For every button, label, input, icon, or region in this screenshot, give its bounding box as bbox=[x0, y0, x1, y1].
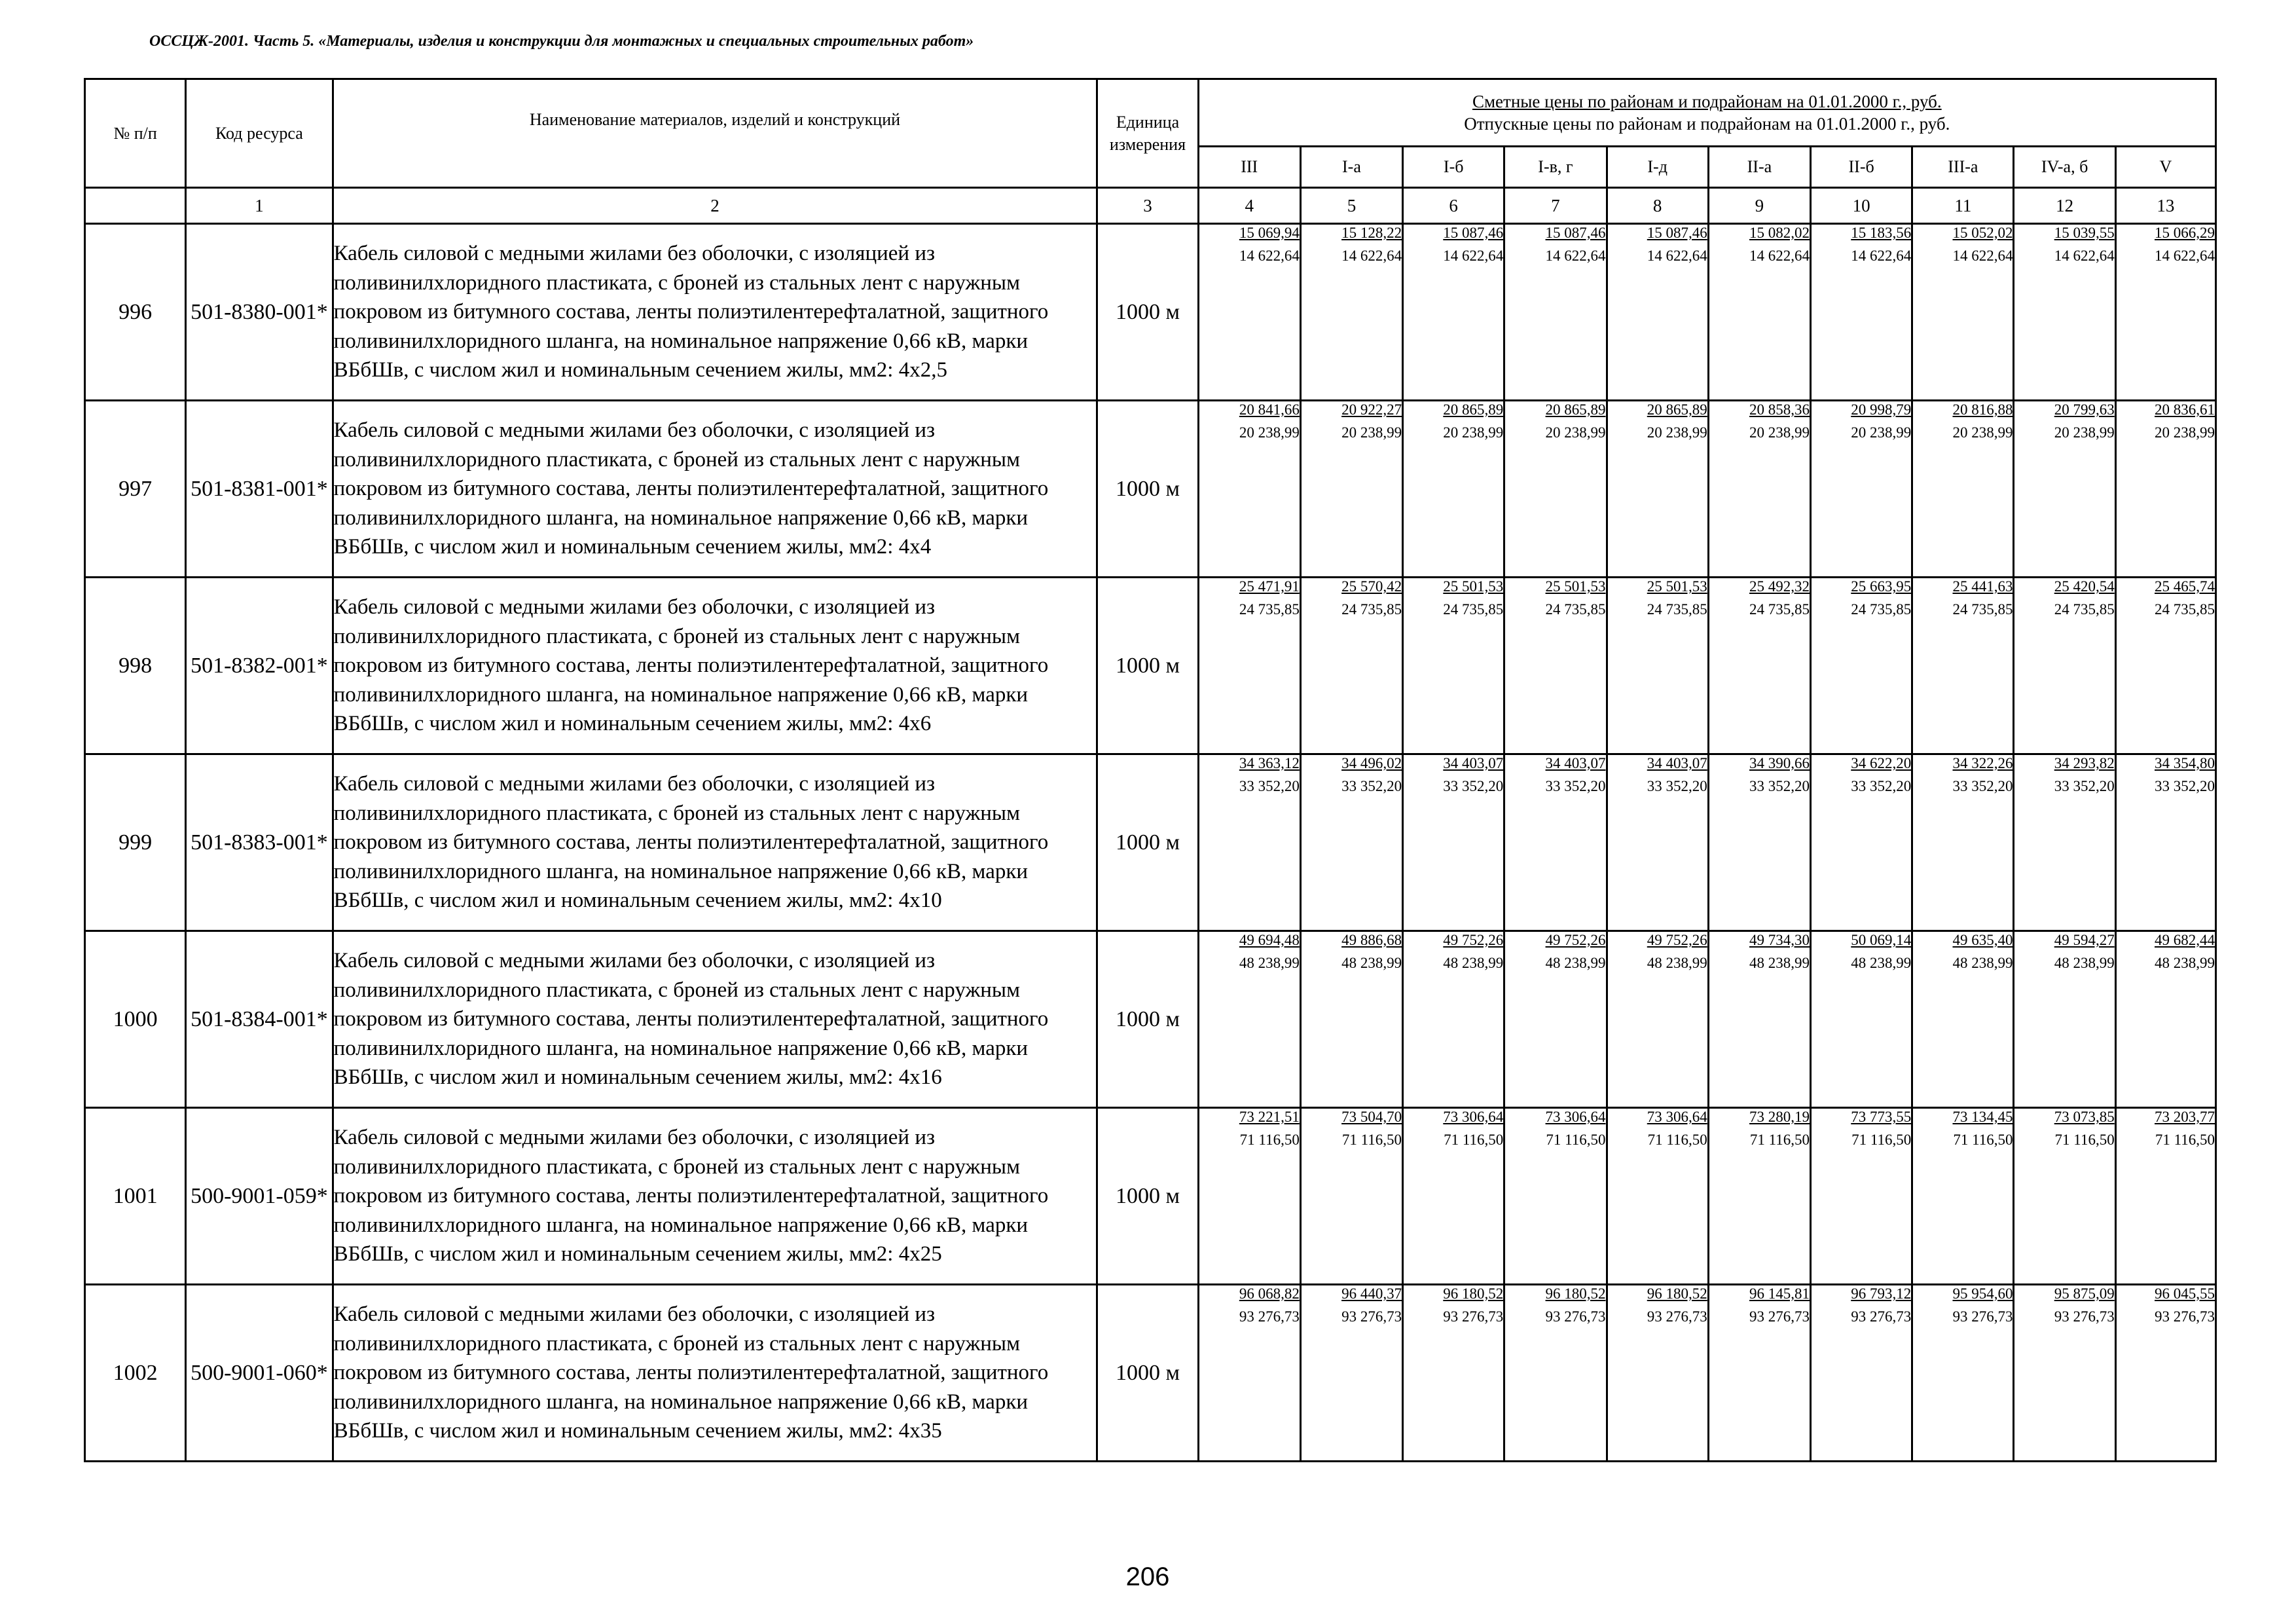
price-cell bbox=[1708, 224, 1810, 401]
table-row bbox=[85, 578, 2216, 754]
price-cell bbox=[1912, 1108, 2014, 1285]
price-cell bbox=[1403, 1108, 1504, 1285]
estimate-price: 20 865,89 bbox=[1443, 401, 1504, 418]
estimate-price: 73 203,77 bbox=[2155, 1109, 2215, 1125]
price-cell bbox=[1504, 578, 1607, 754]
release-price: 24 735,85 bbox=[1443, 601, 1504, 618]
estimate-price: 96 793,12 bbox=[1851, 1285, 1912, 1302]
estimate-price: 20 858,36 bbox=[1749, 401, 1810, 418]
release-price: 20 238,99 bbox=[1545, 424, 1606, 441]
estimate-price: 95 875,09 bbox=[2054, 1285, 2115, 1302]
material-name: Кабель силовой с медными жилами без оболочки, с изоляцией из поливинилхлоридного пластиката, с броней из стальных лент с наружным покровом из битумного состава, ленты полиэтилентерефталатной, защитного поливинилхлоридного шланга, на номинальное напряжение 0,66 кВ, марки ВБбШв, с числом жил и номинальным сечением жилы, мм2: 4х25 bbox=[333, 1108, 1097, 1285]
estimate-price: 73 280,19 bbox=[1749, 1109, 1810, 1125]
price-cell bbox=[1403, 931, 1504, 1108]
estimate-price: 96 068,82 bbox=[1239, 1285, 1300, 1302]
price-cell bbox=[1403, 578, 1504, 754]
release-price: 14 622,64 bbox=[1952, 248, 2013, 264]
release-price: 93 276,73 bbox=[2155, 1308, 2215, 1325]
unit-of-measure: 1000 м bbox=[1097, 224, 1198, 401]
estimate-price: 73 306,64 bbox=[1443, 1109, 1504, 1125]
release-price: 33 352,20 bbox=[1749, 778, 1810, 794]
resource-code: 501-8382-001* bbox=[186, 578, 333, 754]
estimate-price: 73 306,64 bbox=[1545, 1109, 1606, 1125]
price-cell bbox=[1198, 754, 1300, 931]
row-number: 1002 bbox=[85, 1285, 186, 1462]
price-cell bbox=[1504, 224, 1607, 401]
row-number: 999 bbox=[85, 754, 186, 931]
release-price: 20 238,99 bbox=[1239, 424, 1300, 441]
estimate-price: 25 501,53 bbox=[1647, 578, 1707, 595]
price-cell bbox=[2014, 931, 2115, 1108]
region-header: V bbox=[2115, 147, 2215, 188]
estimate-price: 25 501,53 bbox=[1545, 578, 1606, 595]
release-price: 93 276,73 bbox=[1341, 1308, 1402, 1325]
release-price: 48 238,99 bbox=[1545, 955, 1606, 971]
row-number: 1001 bbox=[85, 1108, 186, 1285]
release-price: 20 238,99 bbox=[2054, 424, 2115, 441]
price-cell bbox=[1403, 754, 1504, 931]
header-estimate-prices: Сметные цены по районам и подрайонам на 01.01.2000 г., руб. bbox=[1472, 92, 1942, 111]
column-number: 13 bbox=[2115, 188, 2215, 224]
price-cell bbox=[2115, 224, 2215, 401]
table-row bbox=[85, 754, 2216, 931]
price-cell bbox=[1300, 1108, 1402, 1285]
price-cell bbox=[1708, 578, 1810, 754]
header-unit-line2: измерения bbox=[1109, 134, 1186, 154]
price-cell bbox=[1811, 1108, 1912, 1285]
price-cell bbox=[1504, 754, 1607, 931]
release-price: 48 238,99 bbox=[1647, 955, 1707, 971]
price-cell bbox=[1198, 401, 1300, 578]
resource-code: 500-9001-060* bbox=[186, 1285, 333, 1462]
release-price: 71 116,50 bbox=[1341, 1132, 1402, 1148]
price-cell bbox=[2115, 754, 2215, 931]
price-cell bbox=[1198, 578, 1300, 754]
estimate-price: 95 954,60 bbox=[1952, 1285, 2013, 1302]
estimate-price: 20 998,79 bbox=[1851, 401, 1912, 418]
estimate-price: 34 403,07 bbox=[1443, 755, 1504, 771]
price-cell bbox=[1912, 754, 2014, 931]
estimate-price: 49 886,68 bbox=[1341, 932, 1402, 948]
price-cell bbox=[1811, 578, 1912, 754]
region-header: II-б bbox=[1811, 147, 1912, 188]
estimate-price: 34 403,07 bbox=[1545, 755, 1606, 771]
release-price: 20 238,99 bbox=[2155, 424, 2215, 441]
column-number: 1 bbox=[186, 188, 333, 224]
estimate-price: 20 799,63 bbox=[2054, 401, 2115, 418]
release-price: 93 276,73 bbox=[1749, 1308, 1810, 1325]
estimate-price: 15 066,29 bbox=[2155, 225, 2215, 241]
release-price: 24 735,85 bbox=[2054, 601, 2115, 618]
estimate-price: 96 180,52 bbox=[1647, 1285, 1707, 1302]
release-price: 48 238,99 bbox=[1952, 955, 2013, 971]
estimate-price: 49 682,44 bbox=[2155, 932, 2215, 948]
release-price: 48 238,99 bbox=[2054, 955, 2115, 971]
column-number: 9 bbox=[1708, 188, 1810, 224]
price-cell bbox=[1504, 401, 1607, 578]
unit-of-measure: 1000 м bbox=[1097, 1108, 1198, 1285]
release-price: 33 352,20 bbox=[1851, 778, 1912, 794]
estimate-price: 34 293,82 bbox=[2054, 755, 2115, 771]
estimate-price: 20 816,88 bbox=[1952, 401, 2013, 418]
region-header: II-а bbox=[1708, 147, 1810, 188]
release-price: 24 735,85 bbox=[1952, 601, 2013, 618]
unit-of-measure: 1000 м bbox=[1097, 754, 1198, 931]
price-cell bbox=[1504, 1285, 1607, 1462]
price-cell bbox=[1300, 224, 1402, 401]
column-number: 4 bbox=[1198, 188, 1300, 224]
release-price: 14 622,64 bbox=[1851, 248, 1912, 264]
release-price: 20 238,99 bbox=[1851, 424, 1912, 441]
release-price: 14 622,64 bbox=[2155, 248, 2215, 264]
estimate-price: 25 471,91 bbox=[1239, 578, 1300, 595]
release-price: 48 238,99 bbox=[1749, 955, 1810, 971]
estimate-price: 15 087,46 bbox=[1545, 225, 1606, 241]
estimate-price: 25 501,53 bbox=[1443, 578, 1504, 595]
table-row bbox=[85, 401, 2216, 578]
row-number: 998 bbox=[85, 578, 186, 754]
release-price: 71 116,50 bbox=[1953, 1132, 2013, 1148]
estimate-price: 34 390,66 bbox=[1749, 755, 1810, 771]
resource-code: 501-8380-001* bbox=[186, 224, 333, 401]
estimate-price: 34 354,80 bbox=[2155, 755, 2215, 771]
release-price: 20 238,99 bbox=[1749, 424, 1810, 441]
region-header: I-в, г bbox=[1504, 147, 1607, 188]
region-header: I-б bbox=[1403, 147, 1504, 188]
release-price: 71 116,50 bbox=[1546, 1132, 1606, 1148]
estimate-price: 34 622,20 bbox=[1851, 755, 1912, 771]
table-body bbox=[85, 224, 2216, 1462]
price-cell bbox=[1811, 1285, 1912, 1462]
column-number: 7 bbox=[1504, 188, 1607, 224]
price-table bbox=[84, 78, 2217, 1462]
column-number-row bbox=[85, 188, 2216, 224]
price-cell bbox=[1607, 578, 1708, 754]
estimate-price: 50 069,14 bbox=[1851, 932, 1912, 948]
price-cell bbox=[1708, 1285, 1810, 1462]
header-num: № п/п bbox=[85, 79, 186, 188]
release-price: 33 352,20 bbox=[1647, 778, 1707, 794]
release-price: 71 116,50 bbox=[2155, 1132, 2215, 1148]
price-cell bbox=[1607, 931, 1708, 1108]
price-cell bbox=[2014, 754, 2115, 931]
estimate-price: 25 492,32 bbox=[1749, 578, 1810, 595]
price-cell bbox=[1300, 1285, 1402, 1462]
estimate-price: 20 865,89 bbox=[1647, 401, 1707, 418]
material-name: Кабель силовой с медными жилами без оболочки, с изоляцией из поливинилхлоридного пластиката, с броней из стальных лент с наружным покровом из битумного состава, ленты полиэтилентерефталатной, защитного поливинилхлоридного шланга, на номинальное напряжение 0,66 кВ, марки ВБбШв, с числом жил и номинальным сечением жилы, мм2: 4х35 bbox=[333, 1285, 1097, 1462]
estimate-price: 15 087,46 bbox=[1443, 225, 1504, 241]
price-cell bbox=[1300, 931, 1402, 1108]
price-cell bbox=[1708, 931, 1810, 1108]
price-cell bbox=[1300, 578, 1402, 754]
estimate-price: 96 440,37 bbox=[1341, 1285, 1402, 1302]
price-cell bbox=[1504, 1108, 1607, 1285]
release-price: 48 238,99 bbox=[1851, 955, 1912, 971]
estimate-price: 25 663,95 bbox=[1851, 578, 1912, 595]
release-price: 48 238,99 bbox=[2155, 955, 2215, 971]
header-release-prices: Отпускные цены по районам и подрайонам на 01.01.2000 г., руб. bbox=[1464, 114, 1950, 134]
price-cell bbox=[1504, 931, 1607, 1108]
release-price: 24 735,85 bbox=[1545, 601, 1606, 618]
unit-of-measure: 1000 м bbox=[1097, 1285, 1198, 1462]
estimate-price: 96 145,81 bbox=[1749, 1285, 1810, 1302]
material-name: Кабель силовой с медными жилами без оболочки, с изоляцией из поливинилхлоридного пластиката, с броней из стальных лент с наружным покровом из битумного состава, ленты полиэтилентерефталатной, защитного поливинилхлоридного шланга, на номинальное напряжение 0,66 кВ, марки ВБбШв, с числом жил и номинальным сечением жилы, мм2: 4х6 bbox=[333, 578, 1097, 754]
release-price: 93 276,73 bbox=[1443, 1308, 1504, 1325]
release-price: 14 622,64 bbox=[1749, 248, 1810, 264]
table-header bbox=[85, 79, 2216, 224]
release-price: 14 622,64 bbox=[2054, 248, 2115, 264]
price-cell bbox=[2115, 931, 2215, 1108]
price-cell bbox=[2014, 1285, 2115, 1462]
price-cell bbox=[1607, 1285, 1708, 1462]
release-price: 24 735,85 bbox=[1239, 601, 1300, 618]
release-price: 71 116,50 bbox=[1851, 1132, 1912, 1148]
price-cell bbox=[1607, 1108, 1708, 1285]
estimate-price: 49 752,26 bbox=[1647, 932, 1707, 948]
row-number: 997 bbox=[85, 401, 186, 578]
column-number: 11 bbox=[1912, 188, 2014, 224]
price-cell bbox=[1708, 1108, 1810, 1285]
resource-code: 501-8384-001* bbox=[186, 931, 333, 1108]
price-cell bbox=[1300, 754, 1402, 931]
price-cell bbox=[1811, 224, 1912, 401]
table-row bbox=[85, 224, 2216, 401]
estimate-price: 73 134,45 bbox=[1952, 1109, 2013, 1125]
estimate-price: 15 039,55 bbox=[2054, 225, 2115, 241]
header-prices bbox=[1198, 79, 2215, 147]
price-cell bbox=[1403, 224, 1504, 401]
price-cell bbox=[2014, 1108, 2115, 1285]
release-price: 20 238,99 bbox=[1341, 424, 1402, 441]
estimate-price: 96 180,52 bbox=[1545, 1285, 1606, 1302]
release-price: 71 116,50 bbox=[2054, 1132, 2115, 1148]
release-price: 48 238,99 bbox=[1239, 955, 1300, 971]
release-price: 33 352,20 bbox=[1443, 778, 1504, 794]
estimate-price: 15 082,02 bbox=[1749, 225, 1810, 241]
price-cell bbox=[1607, 754, 1708, 931]
price-cell bbox=[1403, 401, 1504, 578]
region-header: I-д bbox=[1607, 147, 1708, 188]
resource-code: 500-9001-059* bbox=[186, 1108, 333, 1285]
region-header: IV-а, б bbox=[2014, 147, 2115, 188]
resource-code: 501-8383-001* bbox=[186, 754, 333, 931]
release-price: 14 622,64 bbox=[1647, 248, 1707, 264]
release-price: 48 238,99 bbox=[1443, 955, 1504, 971]
price-cell bbox=[1912, 578, 2014, 754]
price-cell bbox=[2115, 1108, 2215, 1285]
price-cell bbox=[1300, 401, 1402, 578]
release-price: 33 352,20 bbox=[1239, 778, 1300, 794]
release-price: 14 622,64 bbox=[1239, 248, 1300, 264]
estimate-price: 25 465,74 bbox=[2155, 578, 2215, 595]
price-cell bbox=[1811, 931, 1912, 1108]
estimate-price: 96 180,52 bbox=[1443, 1285, 1504, 1302]
estimate-price: 20 922,27 bbox=[1341, 401, 1402, 418]
row-number: 996 bbox=[85, 224, 186, 401]
release-price: 20 238,99 bbox=[1952, 424, 2013, 441]
column-number: 12 bbox=[2014, 188, 2115, 224]
release-price: 33 352,20 bbox=[1341, 778, 1402, 794]
release-price: 71 116,50 bbox=[1749, 1132, 1810, 1148]
price-cell bbox=[1198, 224, 1300, 401]
estimate-price: 49 594,27 bbox=[2054, 932, 2115, 948]
column-number: 10 bbox=[1811, 188, 1912, 224]
price-cell bbox=[1607, 224, 1708, 401]
price-cell bbox=[2014, 578, 2115, 754]
estimate-price: 20 836,61 bbox=[2155, 401, 2215, 418]
price-cell bbox=[2115, 401, 2215, 578]
estimate-price: 34 403,07 bbox=[1647, 755, 1707, 771]
release-price: 93 276,73 bbox=[1952, 1308, 2013, 1325]
table-row bbox=[85, 1285, 2216, 1462]
material-name: Кабель силовой с медными жилами без оболочки, с изоляцией из поливинилхлоридного пластиката, с броней из стальных лент с наружным покровом из битумного состава, ленты полиэтилентерефталатной, защитного поливинилхлоридного шланга, на номинальное напряжение 0,66 кВ, марки ВБбШв, с числом жил и номинальным сечением жилы, мм2: 4х2,5 bbox=[333, 224, 1097, 401]
price-cell bbox=[1403, 1285, 1504, 1462]
unit-of-measure: 1000 м bbox=[1097, 931, 1198, 1108]
estimate-price: 34 363,12 bbox=[1239, 755, 1300, 771]
document-header-title: ОССЦЖ-2001. Часть 5. «Материалы, изделия и конструкции для монтажных и специальных строительных работ» bbox=[149, 33, 974, 50]
release-price: 93 276,73 bbox=[1647, 1308, 1707, 1325]
price-cell bbox=[1198, 1108, 1300, 1285]
estimate-price: 25 441,63 bbox=[1952, 578, 2013, 595]
release-price: 14 622,64 bbox=[1545, 248, 1606, 264]
estimate-price: 15 052,02 bbox=[1952, 225, 2013, 241]
release-price: 24 735,85 bbox=[1749, 601, 1810, 618]
column-number: 2 bbox=[333, 188, 1097, 224]
price-cell bbox=[2115, 578, 2215, 754]
row-number: 1000 bbox=[85, 931, 186, 1108]
header-unit-line1: Единица bbox=[1116, 112, 1180, 132]
price-cell bbox=[1912, 224, 2014, 401]
estimate-price: 73 221,51 bbox=[1239, 1109, 1300, 1125]
estimate-price: 34 322,26 bbox=[1952, 755, 2013, 771]
estimate-price: 73 504,70 bbox=[1341, 1109, 1402, 1125]
estimate-price: 25 570,42 bbox=[1341, 578, 1402, 595]
price-cell bbox=[1811, 754, 1912, 931]
release-price: 14 622,64 bbox=[1443, 248, 1504, 264]
price-cell bbox=[1811, 401, 1912, 578]
release-price: 33 352,20 bbox=[2155, 778, 2215, 794]
estimate-price: 96 045,55 bbox=[2155, 1285, 2215, 1302]
price-cell bbox=[1708, 754, 1810, 931]
release-price: 71 116,50 bbox=[1444, 1132, 1504, 1148]
estimate-price: 15 087,46 bbox=[1647, 225, 1707, 241]
price-cell bbox=[2115, 1285, 2215, 1462]
estimate-price: 15 128,22 bbox=[1341, 225, 1402, 241]
region-header: III-а bbox=[1912, 147, 2014, 188]
release-price: 24 735,85 bbox=[1341, 601, 1402, 618]
unit-of-measure: 1000 м bbox=[1097, 578, 1198, 754]
estimate-price: 34 496,02 bbox=[1341, 755, 1402, 771]
column-number: 8 bbox=[1607, 188, 1708, 224]
estimate-price: 20 865,89 bbox=[1545, 401, 1606, 418]
release-price: 20 238,99 bbox=[1443, 424, 1504, 441]
price-cell bbox=[1198, 931, 1300, 1108]
release-price: 20 238,99 bbox=[1647, 424, 1707, 441]
estimate-price: 49 752,26 bbox=[1545, 932, 1606, 948]
header-name: Наименование материалов, изделий и конструкций bbox=[333, 79, 1097, 188]
header-code: Код ресурса bbox=[186, 79, 333, 188]
material-name: Кабель силовой с медными жилами без оболочки, с изоляцией из поливинилхлоридного пластиката, с броней из стальных лент с наружным покровом из битумного состава, ленты полиэтилентерефталатной, защитного поливинилхлоридного шланга, на номинальное напряжение 0,66 кВ, марки ВБбШв, с числом жил и номинальным сечением жилы, мм2: 4х10 bbox=[333, 754, 1097, 931]
release-price: 24 735,85 bbox=[1647, 601, 1707, 618]
release-price: 14 622,64 bbox=[1341, 248, 1402, 264]
estimate-price: 49 635,40 bbox=[1952, 932, 2013, 948]
estimate-price: 15 183,56 bbox=[1851, 225, 1912, 241]
column-number: 3 bbox=[1097, 188, 1198, 224]
estimate-price: 25 420,54 bbox=[2054, 578, 2115, 595]
price-cell bbox=[1607, 401, 1708, 578]
estimate-price: 15 069,94 bbox=[1239, 225, 1300, 241]
release-price: 48 238,99 bbox=[1341, 955, 1402, 971]
price-cell bbox=[1912, 1285, 2014, 1462]
release-price: 24 735,85 bbox=[2155, 601, 2215, 618]
estimate-price: 73 306,64 bbox=[1647, 1109, 1707, 1125]
release-price: 24 735,85 bbox=[1851, 601, 1912, 618]
column-number: 5 bbox=[1300, 188, 1402, 224]
price-cell bbox=[2014, 224, 2115, 401]
column-number: 6 bbox=[1403, 188, 1504, 224]
price-cell bbox=[1198, 1285, 1300, 1462]
price-cell bbox=[1708, 401, 1810, 578]
estimate-price: 49 734,30 bbox=[1749, 932, 1810, 948]
material-name: Кабель силовой с медными жилами без оболочки, с изоляцией из поливинилхлоридного пластиката, с броней из стальных лент с наружным покровом из битумного состава, ленты полиэтилентерефталатной, защитного поливинилхлоридного шланга, на номинальное напряжение 0,66 кВ, марки ВБбШв, с числом жил и номинальным сечением жилы, мм2: 4х4 bbox=[333, 401, 1097, 578]
release-price: 93 276,73 bbox=[1545, 1308, 1606, 1325]
material-name: Кабель силовой с медными жилами без оболочки, с изоляцией из поливинилхлоридного пластиката, с броней из стальных лент с наружным покровом из битумного состава, ленты полиэтилентерефталатной, защитного поливинилхлоридного шланга, на номинальное напряжение 0,66 кВ, марки ВБбШв, с числом жил и номинальным сечением жилы, мм2: 4х16 bbox=[333, 931, 1097, 1108]
region-header: III bbox=[1198, 147, 1300, 188]
release-price: 33 352,20 bbox=[1545, 778, 1606, 794]
resource-code: 501-8381-001* bbox=[186, 401, 333, 578]
price-cell bbox=[1912, 931, 2014, 1108]
unit-of-measure: 1000 м bbox=[1097, 401, 1198, 578]
estimate-price: 73 073,85 bbox=[2054, 1109, 2115, 1125]
price-cell bbox=[1912, 401, 2014, 578]
header-unit bbox=[1097, 79, 1198, 188]
region-header: I-а bbox=[1300, 147, 1402, 188]
price-cell bbox=[2014, 401, 2115, 578]
release-price: 93 276,73 bbox=[1239, 1308, 1300, 1325]
estimate-price: 49 752,26 bbox=[1443, 932, 1504, 948]
estimate-price: 73 773,55 bbox=[1851, 1109, 1912, 1125]
release-price: 71 116,50 bbox=[1239, 1132, 1300, 1148]
column-number-empty bbox=[85, 188, 186, 224]
estimate-price: 49 694,48 bbox=[1239, 932, 1300, 948]
release-price: 93 276,73 bbox=[1851, 1308, 1912, 1325]
table-row bbox=[85, 931, 2216, 1108]
release-price: 93 276,73 bbox=[2054, 1308, 2115, 1325]
release-price: 33 352,20 bbox=[1952, 778, 2013, 794]
release-price: 33 352,20 bbox=[2054, 778, 2115, 794]
estimate-price: 20 841,66 bbox=[1239, 401, 1300, 418]
table-row bbox=[85, 1108, 2216, 1285]
page-number: 206 bbox=[1125, 1562, 1170, 1591]
release-price: 71 116,50 bbox=[1647, 1132, 1707, 1148]
